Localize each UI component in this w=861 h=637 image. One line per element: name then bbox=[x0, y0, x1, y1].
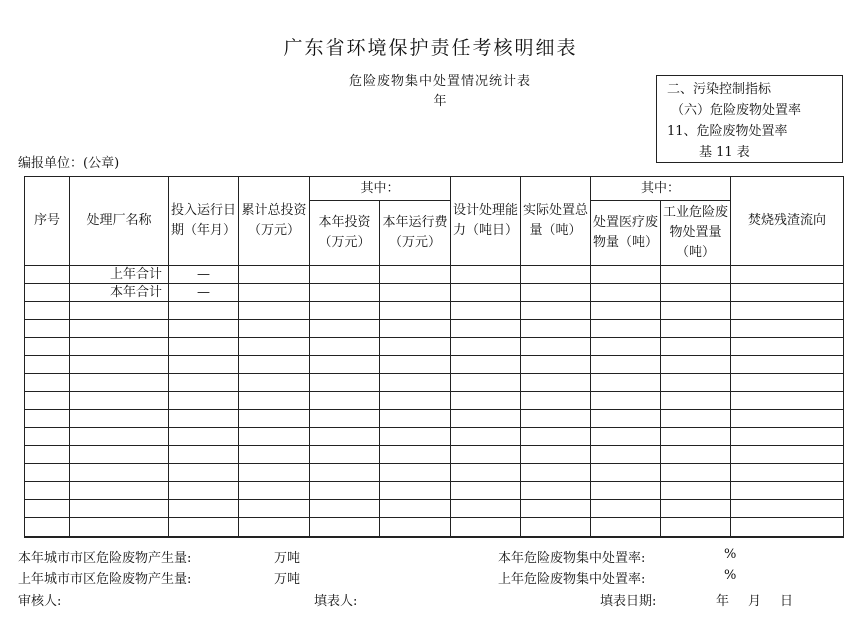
table-cell bbox=[70, 392, 169, 410]
table-row bbox=[25, 392, 844, 410]
table-cell bbox=[25, 338, 70, 356]
table-cell bbox=[310, 464, 380, 482]
indicator-line-1: 二、污染控制指标 bbox=[667, 82, 772, 97]
table-cell bbox=[661, 500, 731, 518]
table-cell bbox=[451, 500, 521, 518]
table-cell bbox=[451, 428, 521, 446]
table-cell bbox=[661, 464, 731, 482]
table-cell bbox=[731, 482, 844, 500]
table-cell bbox=[25, 302, 70, 320]
table-row bbox=[25, 482, 844, 500]
table-cell bbox=[380, 302, 451, 320]
table-cell bbox=[25, 320, 70, 338]
table-cell bbox=[591, 338, 661, 356]
table-cell bbox=[169, 320, 239, 338]
table-cell bbox=[25, 374, 70, 392]
table-cell bbox=[731, 500, 844, 518]
table-cell bbox=[731, 464, 844, 482]
table-cell bbox=[380, 446, 451, 464]
table-cell bbox=[380, 374, 451, 392]
table-cell bbox=[25, 464, 70, 482]
table-cell bbox=[731, 410, 844, 428]
table-row bbox=[25, 374, 844, 392]
table-cell bbox=[380, 338, 451, 356]
table-cell bbox=[451, 482, 521, 500]
unit-wan-ton: 万吨 bbox=[274, 551, 301, 566]
table-cell bbox=[380, 482, 451, 500]
table-cell bbox=[310, 518, 380, 537]
table-cell bbox=[70, 374, 169, 392]
table-row bbox=[25, 428, 844, 446]
table-cell bbox=[380, 392, 451, 410]
table-cell bbox=[310, 392, 380, 410]
row-label-last-year: 上年合计 bbox=[70, 266, 169, 284]
table-cell bbox=[169, 464, 239, 482]
table-cell bbox=[661, 428, 731, 446]
table-cell bbox=[239, 464, 310, 482]
table-cell bbox=[239, 338, 310, 356]
table-cell bbox=[70, 302, 169, 320]
table-cell bbox=[521, 518, 591, 537]
disposal-rate-this-year-label: 本年危险废物集中处置率: bbox=[498, 551, 646, 566]
table-cell bbox=[380, 320, 451, 338]
table-cell bbox=[70, 464, 169, 482]
header-year-opex: 本年运行费（万元） bbox=[380, 201, 451, 266]
header-actual-disposal: 实际处置总量（吨） bbox=[521, 177, 591, 266]
table-cell bbox=[25, 410, 70, 428]
table-cell bbox=[731, 428, 844, 446]
table-row-last-year-total bbox=[25, 266, 844, 284]
table-row bbox=[25, 446, 844, 464]
table-cell bbox=[25, 428, 70, 446]
table-cell bbox=[521, 464, 591, 482]
table-cell bbox=[731, 518, 844, 537]
table-cell bbox=[380, 464, 451, 482]
table-subtitle: 危险废物集中处置情况统计表 bbox=[348, 74, 531, 89]
reporting-unit-label: 编报单位：(公章) bbox=[18, 156, 120, 171]
table-cell bbox=[661, 482, 731, 500]
header-of-which-disposal: 其中： bbox=[591, 177, 731, 201]
table-cell bbox=[451, 302, 521, 320]
table-cell bbox=[591, 500, 661, 518]
table-cell bbox=[310, 482, 380, 500]
table-cell bbox=[310, 320, 380, 338]
table-cell bbox=[70, 518, 169, 537]
table-cell bbox=[521, 302, 591, 320]
filler-label: 填表人: bbox=[314, 594, 358, 609]
table-cell bbox=[591, 428, 661, 446]
table-cell bbox=[591, 320, 661, 338]
indicator-box bbox=[656, 75, 843, 163]
dash-cell: — bbox=[169, 284, 239, 302]
table-cell bbox=[731, 302, 844, 320]
table-cell bbox=[239, 374, 310, 392]
table-cell bbox=[661, 320, 731, 338]
percent-sign: % bbox=[724, 547, 737, 562]
table-cell bbox=[70, 500, 169, 518]
table-cell bbox=[169, 500, 239, 518]
table-cell bbox=[70, 320, 169, 338]
table-cell bbox=[451, 392, 521, 410]
table-cell bbox=[731, 356, 844, 374]
table-cell bbox=[310, 356, 380, 374]
page-title: 广东省环境保护责任考核明细表 bbox=[283, 37, 578, 59]
table-cell bbox=[451, 320, 521, 338]
table-cell bbox=[239, 482, 310, 500]
table-cell bbox=[451, 464, 521, 482]
reviewer-label: 审核人: bbox=[18, 594, 62, 609]
table-cell bbox=[25, 392, 70, 410]
table-cell bbox=[169, 446, 239, 464]
table-cell bbox=[521, 428, 591, 446]
table-cell bbox=[169, 410, 239, 428]
header-of-which-investment: 其中： bbox=[310, 177, 451, 201]
table-cell bbox=[521, 320, 591, 338]
dash-cell: — bbox=[169, 266, 239, 284]
table-cell bbox=[239, 320, 310, 338]
table-cell bbox=[70, 338, 169, 356]
statistics-table bbox=[24, 176, 844, 538]
table-row bbox=[25, 518, 844, 537]
table-cell bbox=[380, 428, 451, 446]
table-cell bbox=[591, 374, 661, 392]
table-cell bbox=[169, 356, 239, 374]
table-cell bbox=[169, 518, 239, 537]
table-cell bbox=[591, 482, 661, 500]
table-cell bbox=[521, 392, 591, 410]
table-cell bbox=[380, 356, 451, 374]
table-cell bbox=[380, 410, 451, 428]
table-cell bbox=[239, 500, 310, 518]
table-cell bbox=[239, 302, 310, 320]
year-label: 年 bbox=[433, 94, 447, 109]
table-cell bbox=[591, 446, 661, 464]
table-cell bbox=[310, 500, 380, 518]
date-year: 年 bbox=[716, 594, 730, 609]
table-cell bbox=[731, 320, 844, 338]
table-cell bbox=[169, 392, 239, 410]
table-cell bbox=[591, 464, 661, 482]
table-cell bbox=[521, 374, 591, 392]
table-cell bbox=[451, 410, 521, 428]
table-cell bbox=[25, 500, 70, 518]
unit-wan-ton: 万吨 bbox=[274, 572, 301, 587]
table-cell bbox=[25, 518, 70, 537]
table-cell bbox=[239, 410, 310, 428]
header-industrial-waste: 工业危险废物处置量（吨） bbox=[661, 201, 731, 266]
table-cell bbox=[731, 338, 844, 356]
date-month: 月 bbox=[748, 594, 762, 609]
table-cell bbox=[661, 302, 731, 320]
table-cell bbox=[169, 482, 239, 500]
table-cell bbox=[310, 410, 380, 428]
table-row bbox=[25, 356, 844, 374]
table-cell bbox=[70, 428, 169, 446]
table-cell bbox=[451, 356, 521, 374]
table-cell bbox=[239, 518, 310, 537]
table-cell bbox=[310, 338, 380, 356]
table-cell bbox=[731, 374, 844, 392]
table-cell bbox=[70, 356, 169, 374]
table-cell bbox=[661, 446, 731, 464]
table-cell bbox=[591, 410, 661, 428]
table-cell bbox=[591, 392, 661, 410]
table-cell bbox=[591, 302, 661, 320]
table-cell bbox=[661, 410, 731, 428]
table-cell bbox=[661, 374, 731, 392]
table-cell bbox=[591, 518, 661, 537]
table-cell bbox=[661, 518, 731, 537]
table-cell bbox=[451, 374, 521, 392]
table-cell bbox=[521, 338, 591, 356]
form-number: 基 11 表 bbox=[699, 145, 750, 160]
header-plant-name: 处理厂名称 bbox=[70, 177, 169, 266]
table-cell bbox=[310, 446, 380, 464]
table-cell bbox=[25, 482, 70, 500]
header-medical-waste: 处置医疗废物量（吨） bbox=[591, 201, 661, 266]
table-cell bbox=[70, 482, 169, 500]
table-cell bbox=[451, 338, 521, 356]
table-cell bbox=[310, 302, 380, 320]
table-cell bbox=[521, 482, 591, 500]
table-cell bbox=[661, 356, 731, 374]
table-cell bbox=[521, 356, 591, 374]
table-cell bbox=[521, 410, 591, 428]
table-row-this-year-total bbox=[25, 284, 844, 302]
table-cell bbox=[521, 500, 591, 518]
table-cell bbox=[591, 356, 661, 374]
table-cell bbox=[70, 446, 169, 464]
header-operation-date: 投入运行日期（年月） bbox=[169, 177, 239, 266]
table-cell bbox=[380, 518, 451, 537]
table-cell bbox=[25, 446, 70, 464]
table-row bbox=[25, 338, 844, 356]
table-cell bbox=[169, 302, 239, 320]
table-row bbox=[25, 500, 844, 518]
table-cell bbox=[239, 392, 310, 410]
disposal-rate-last-year-label: 上年危险废物集中处置率: bbox=[498, 572, 646, 587]
percent-sign: % bbox=[724, 568, 737, 583]
table-cell bbox=[70, 410, 169, 428]
indicator-line-2: （六）危险废物处置率 bbox=[671, 103, 802, 118]
table-cell bbox=[661, 338, 731, 356]
table-cell bbox=[380, 500, 451, 518]
table-row bbox=[25, 320, 844, 338]
header-design-capacity: 设计处理能力（吨日） bbox=[451, 177, 521, 266]
header-ash-destination: 焚烧残渣流向 bbox=[731, 177, 844, 266]
city-generation-last-year-label: 上年城市市区危险废物产生量: bbox=[18, 572, 192, 587]
table-cell bbox=[451, 446, 521, 464]
table-cell bbox=[25, 356, 70, 374]
table-row bbox=[25, 410, 844, 428]
table-cell bbox=[169, 374, 239, 392]
table-cell bbox=[731, 392, 844, 410]
table-row bbox=[25, 464, 844, 482]
table-cell bbox=[169, 338, 239, 356]
table-cell bbox=[310, 374, 380, 392]
row-label-this-year: 本年合计 bbox=[70, 284, 169, 302]
date-day: 日 bbox=[780, 594, 794, 609]
indicator-line-3: 11、危险废物处置率 bbox=[667, 124, 788, 139]
table-cell bbox=[239, 446, 310, 464]
table-row bbox=[25, 302, 844, 320]
fill-date-label: 填表日期: bbox=[600, 594, 657, 609]
header-seq: 序号 bbox=[25, 177, 70, 266]
table-cell bbox=[310, 428, 380, 446]
header-year-investment: 本年投资（万元） bbox=[310, 201, 380, 266]
table-cell bbox=[169, 428, 239, 446]
table-cell bbox=[451, 518, 521, 537]
table-cell bbox=[661, 392, 731, 410]
table-cell bbox=[239, 428, 310, 446]
header-total-investment: 累计总投资（万元） bbox=[239, 177, 310, 266]
table-cell bbox=[239, 356, 310, 374]
city-generation-this-year-label: 本年城市市区危险废物产生量: bbox=[18, 551, 192, 566]
table-cell bbox=[731, 446, 844, 464]
table-cell bbox=[521, 446, 591, 464]
